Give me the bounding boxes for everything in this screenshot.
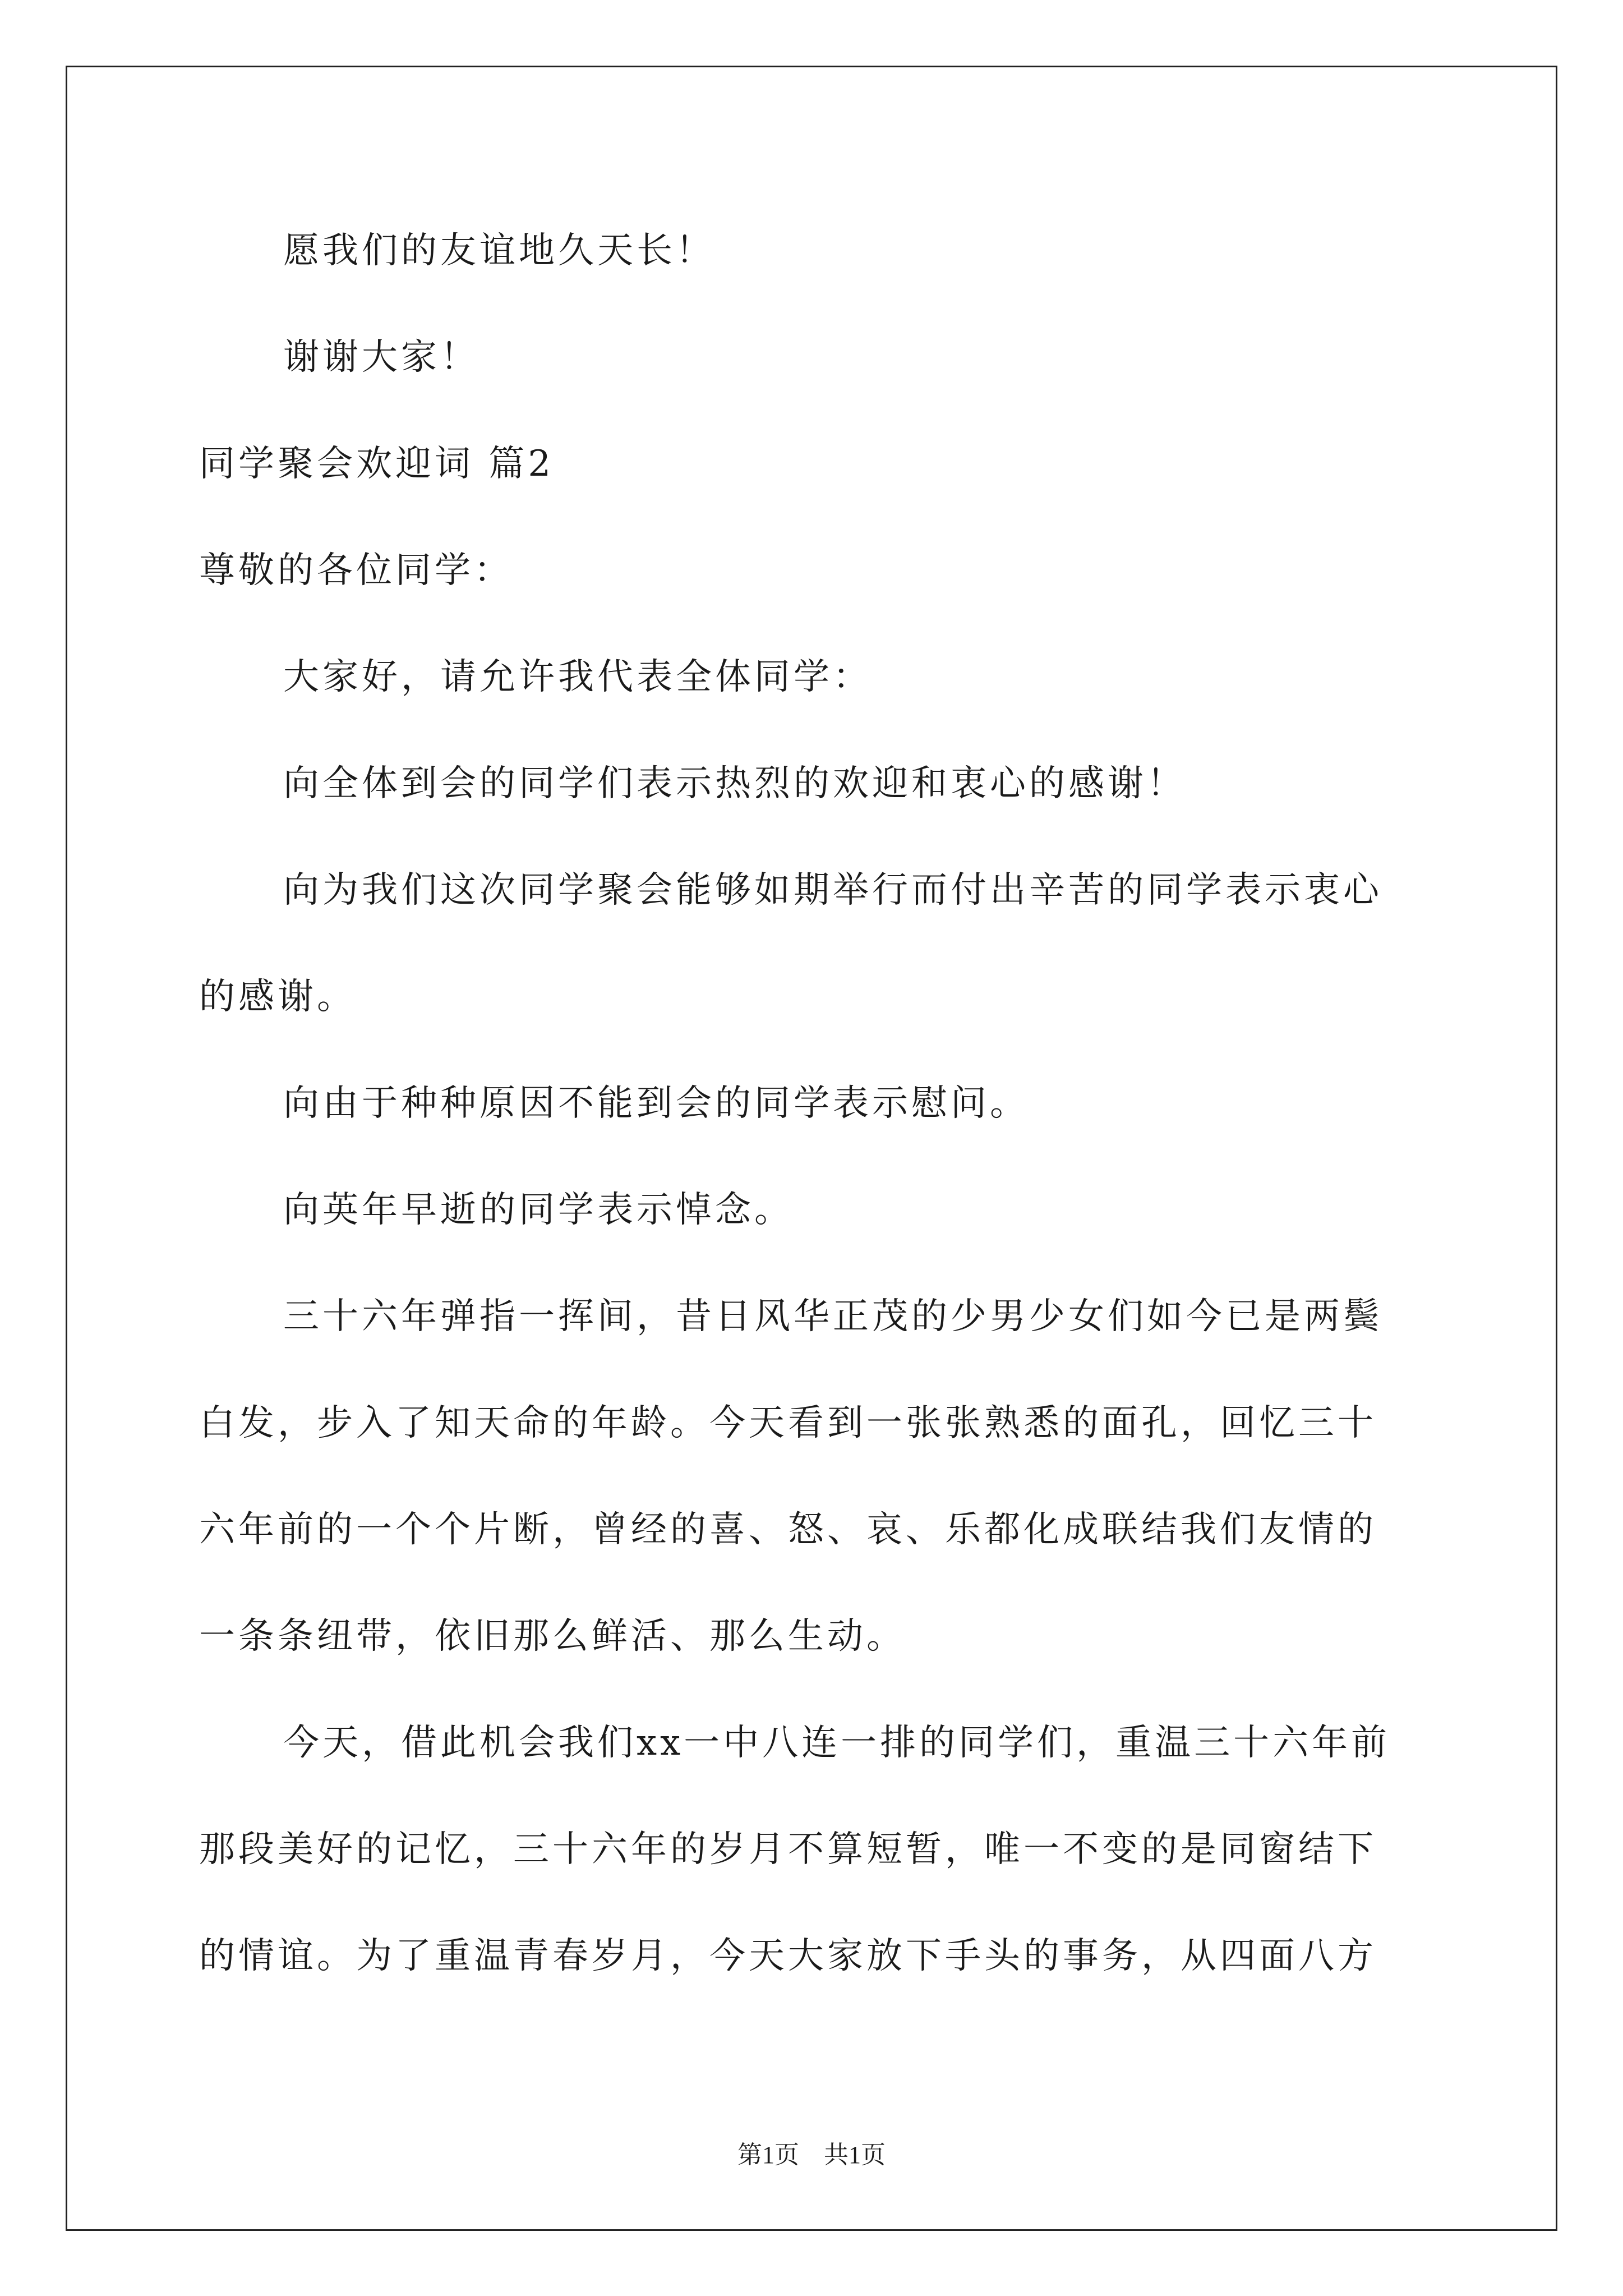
paragraph-line: 向由于种种原因不能到会的同学表示慰问。 [283,1083,1029,1124]
paragraph-line: 今天，借此机会我们xx一中八连一排的同学们，重温三十六年前 [283,1722,1391,1764]
page-frame [66,66,1557,2231]
section-heading: 同学聚会欢迎词 篇2 [199,443,555,485]
paragraph-line: 愿我们的友谊地久天长！ [283,230,715,272]
paragraph-line: 六年前的一个个片断，曾经的喜、怒、哀、乐都化成联结我们友情的 [199,1509,1377,1550]
paragraph-line: 那段美好的记忆，三十六年的岁月不算短暂，唯一不变的是同窗结下 [199,1829,1377,1870]
paragraph-line: 三十六年弹指一挥间，昔日风华正茂的少男少女们如今已是两鬓 [283,1296,1382,1337]
paragraph-line: 白发，步入了知天命的年龄。今天看到一张张熟悉的面孔，回忆三十 [199,1402,1377,1444]
paragraph-line: 向英年早逝的同学表示悼念。 [283,1189,794,1231]
paragraph-line: 的感谢。 [199,976,356,1018]
paragraph-line: 大家好，请允许我代表全体同学： [283,656,872,698]
page-footer: 第1页 共1页 [737,2141,886,2169]
paragraph-line: 谢谢大家！ [283,337,479,378]
paragraph-line: 向全体到会的同学们表示热烈的欢迎和衷心的感谢！ [283,763,1186,804]
salutation-line: 尊敬的各位同学： [199,550,513,591]
paragraph-line: 一条条纽带，依旧那么鲜活、那么生动。 [199,1616,906,1657]
paragraph-line: 向为我们这次同学聚会能够如期举行而付出辛苦的同学表示衷心 [283,869,1382,911]
paragraph-line: 的情谊。为了重温青春岁月，今天大家放下手头的事务，从四面八方 [199,1935,1377,1977]
